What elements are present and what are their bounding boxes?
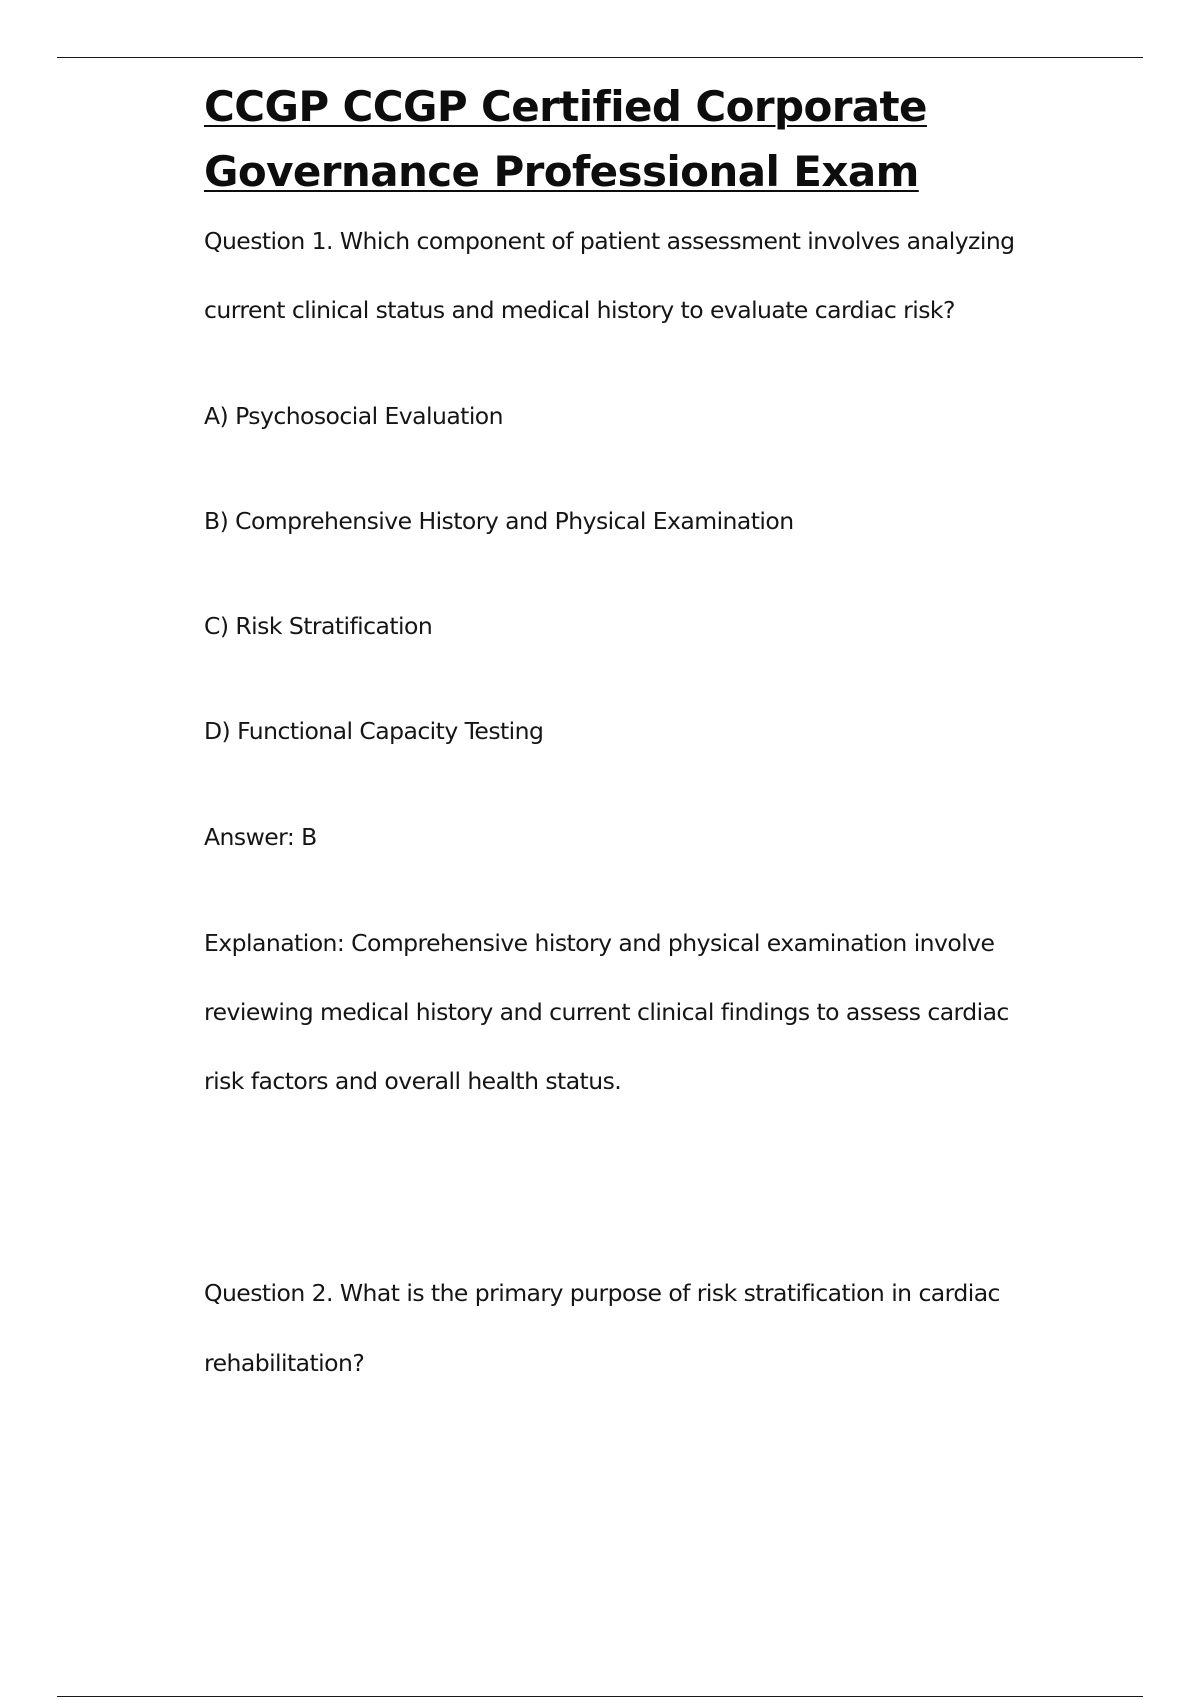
option-c: C) Risk Stratification: [204, 612, 433, 640]
document-title: [204, 74, 927, 204]
top-divider: [57, 57, 1143, 58]
question-1-text: [204, 207, 1015, 345]
explanation-line-1: Explanation: Comprehensive history and physical examination involve: [204, 929, 995, 957]
option-d: D) Functional Capacity Testing: [204, 717, 544, 745]
answer-text: Answer: B: [204, 823, 317, 851]
title-line-2: [204, 139, 927, 204]
question-2-text: [204, 1258, 1000, 1398]
question-2-line-2: rehabilitation?: [204, 1349, 365, 1377]
option-a: A) Psychosocial Evaluation: [204, 402, 503, 430]
question-1-line-1: Question 1. Which component of patient assessment involves analyzing: [204, 227, 1015, 255]
title-line-1: CCGP CCGP Certified Corporate: [204, 82, 927, 131]
explanation-line-3: risk factors and overall health status.: [204, 1067, 622, 1095]
question-1-line-2: current clinical status and medical history to evaluate cardiac risk?: [204, 296, 955, 324]
explanation-line-2: reviewing medical history and current clinical findings to assess cardiac: [204, 998, 1009, 1026]
title-line-2-text: Governance Professional Exam: [204, 147, 919, 196]
question-2-line-1: Question 2. What is the primary purpose of risk stratification in cardiac: [204, 1279, 1000, 1307]
option-b: B) Comprehensive History and Physical Examination: [204, 507, 794, 535]
bottom-divider: [57, 1696, 1143, 1697]
explanation-text: [204, 909, 1009, 1116]
